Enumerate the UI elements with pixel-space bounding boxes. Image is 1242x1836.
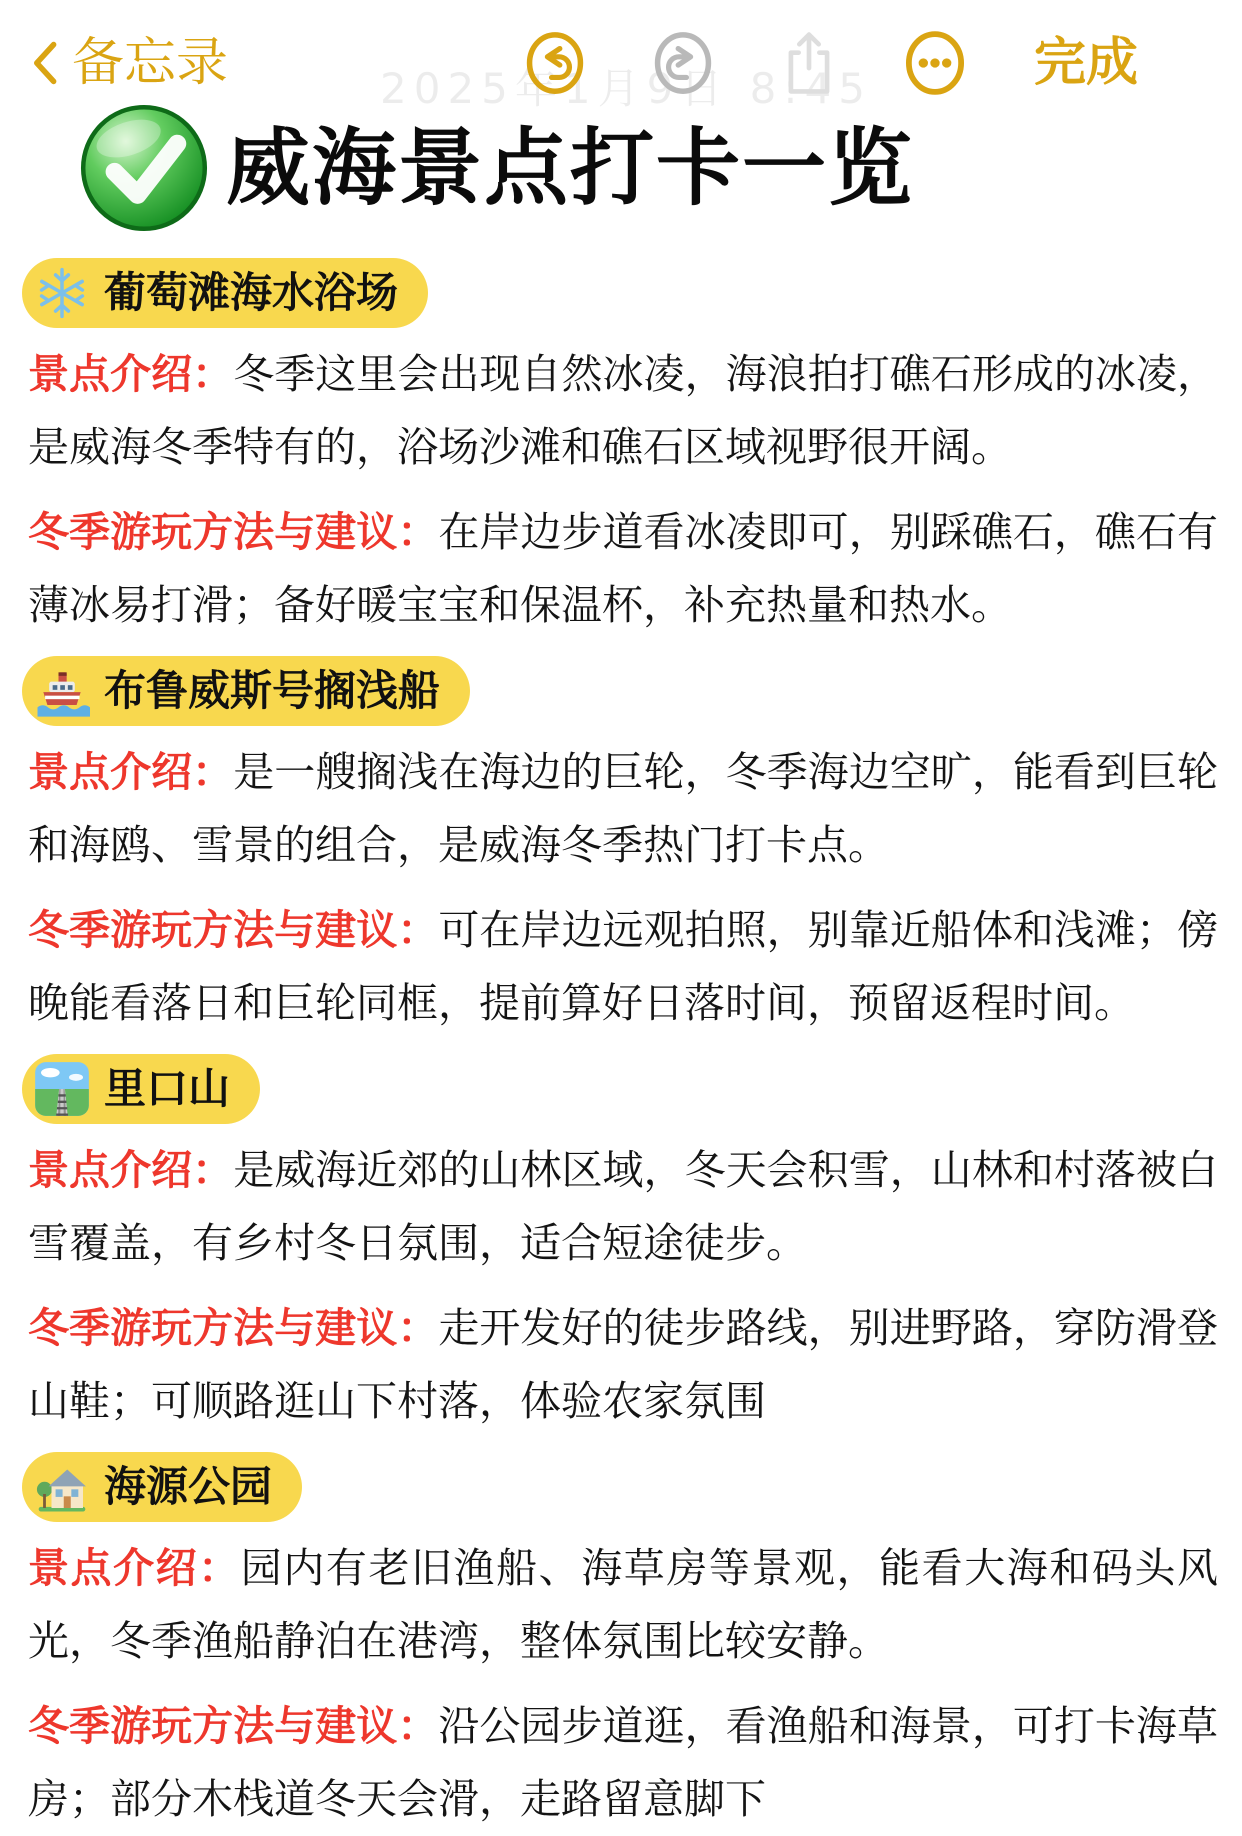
share-button[interactable]	[778, 28, 840, 98]
tips-label: 冬季游玩方法与建议：	[28, 1702, 439, 1750]
attraction-section	[0, 258, 1242, 642]
redo-button[interactable]	[650, 30, 716, 96]
house-garden-icon	[34, 1459, 90, 1515]
note-date-watermark: 2025年1月9日 8:45	[380, 64, 872, 113]
section-title: 布鲁威斯号搁浅船	[104, 665, 441, 715]
section-intro-paragraph	[0, 1532, 1242, 1678]
section-badge	[22, 656, 470, 726]
section-tips-paragraph	[0, 496, 1242, 642]
intro-label: 景点介绍：	[28, 748, 234, 796]
cruise-ship-icon	[34, 663, 90, 719]
section-tips-paragraph	[0, 1690, 1242, 1836]
tips-label: 冬季游玩方法与建议：	[28, 906, 439, 954]
section-title: 海源公园	[104, 1461, 273, 1511]
section-intro-paragraph	[0, 1134, 1242, 1280]
more-ellipsis-icon	[902, 30, 968, 96]
section-intro-paragraph	[0, 338, 1242, 484]
snowflake-icon	[34, 265, 90, 321]
note-title: 威海景点打卡一览	[226, 118, 915, 217]
section-tips-paragraph	[0, 894, 1242, 1040]
section-badge	[22, 258, 428, 328]
undo-button[interactable]	[522, 30, 588, 96]
note-title-row	[0, 104, 1242, 232]
tips-text: 沿公园步道逛，看渔船和海景，可打卡海草房；部分木栈道冬天会滑，走路留意脚下	[28, 1702, 1219, 1823]
note-sections	[0, 258, 1242, 1836]
toolbar-icons	[522, 28, 968, 98]
notes-toolbar	[0, 0, 1242, 113]
intro-text: 是威海近郊的山林区域，冬天会积雪，山林和村落被白雪覆盖，有乡村冬日氛围，适合短途徒步。	[28, 1146, 1219, 1267]
intro-label: 景点介绍：	[28, 1544, 241, 1592]
attraction-section	[0, 1452, 1242, 1836]
attraction-section	[0, 1054, 1242, 1438]
section-title: 葡萄滩海水浴场	[104, 267, 399, 317]
green-check-ball-icon	[80, 104, 208, 232]
undo-icon	[522, 30, 588, 96]
tips-text: 走开发好的徒步路线，别进野路，穿防滑登山鞋；可顺路逛山下村落，体验农家氛围	[28, 1304, 1219, 1425]
attraction-section	[0, 656, 1242, 1040]
back-button-label: 备忘录	[72, 33, 229, 93]
back-button[interactable]	[28, 33, 229, 93]
tips-text: 在岸边步道看冰凌即可，别踩礁石，礁石有薄冰易打滑；备好暖宝宝和保温杯，补充热量和热水。	[28, 508, 1219, 629]
section-intro-paragraph	[0, 736, 1242, 882]
redo-icon	[650, 30, 716, 96]
section-tips-paragraph	[0, 1292, 1242, 1438]
note-editor[interactable]	[0, 104, 1242, 1836]
section-badge	[22, 1054, 260, 1124]
section-badge	[22, 1452, 302, 1522]
intro-text: 园内有老旧渔船、海草房等景观，能看大海和码头风光，冬季渔船静泊在港湾，整体氛围比较安静。	[28, 1544, 1219, 1665]
intro-text: 冬季这里会出现自然冰凌，海浪拍打礁石形成的冰凌，是威海冬季特有的，浴场沙滩和礁石区域视野很开阔。	[28, 350, 1219, 471]
tips-text: 可在岸边远观拍照，别靠近船体和浅滩；傍晚能看落日和巨轮同框，提前算好日落时间，预留返程时间。	[28, 906, 1219, 1027]
railway-track-icon	[34, 1061, 90, 1117]
tips-label: 冬季游玩方法与建议：	[28, 1304, 439, 1352]
intro-label: 景点介绍：	[28, 1146, 234, 1194]
back-chevron-icon	[28, 37, 60, 89]
more-options-button[interactable]	[902, 30, 968, 96]
section-title: 里口山	[104, 1063, 231, 1113]
intro-text: 是一艘搁浅在海边的巨轮，冬季海边空旷，能看到巨轮和海鸥、雪景的组合，是威海冬季热门打卡点。	[28, 748, 1219, 869]
share-icon	[778, 28, 840, 98]
tips-label: 冬季游玩方法与建议：	[28, 508, 439, 556]
intro-label: 景点介绍：	[28, 350, 234, 398]
done-button[interactable]: 完成	[1033, 33, 1138, 93]
